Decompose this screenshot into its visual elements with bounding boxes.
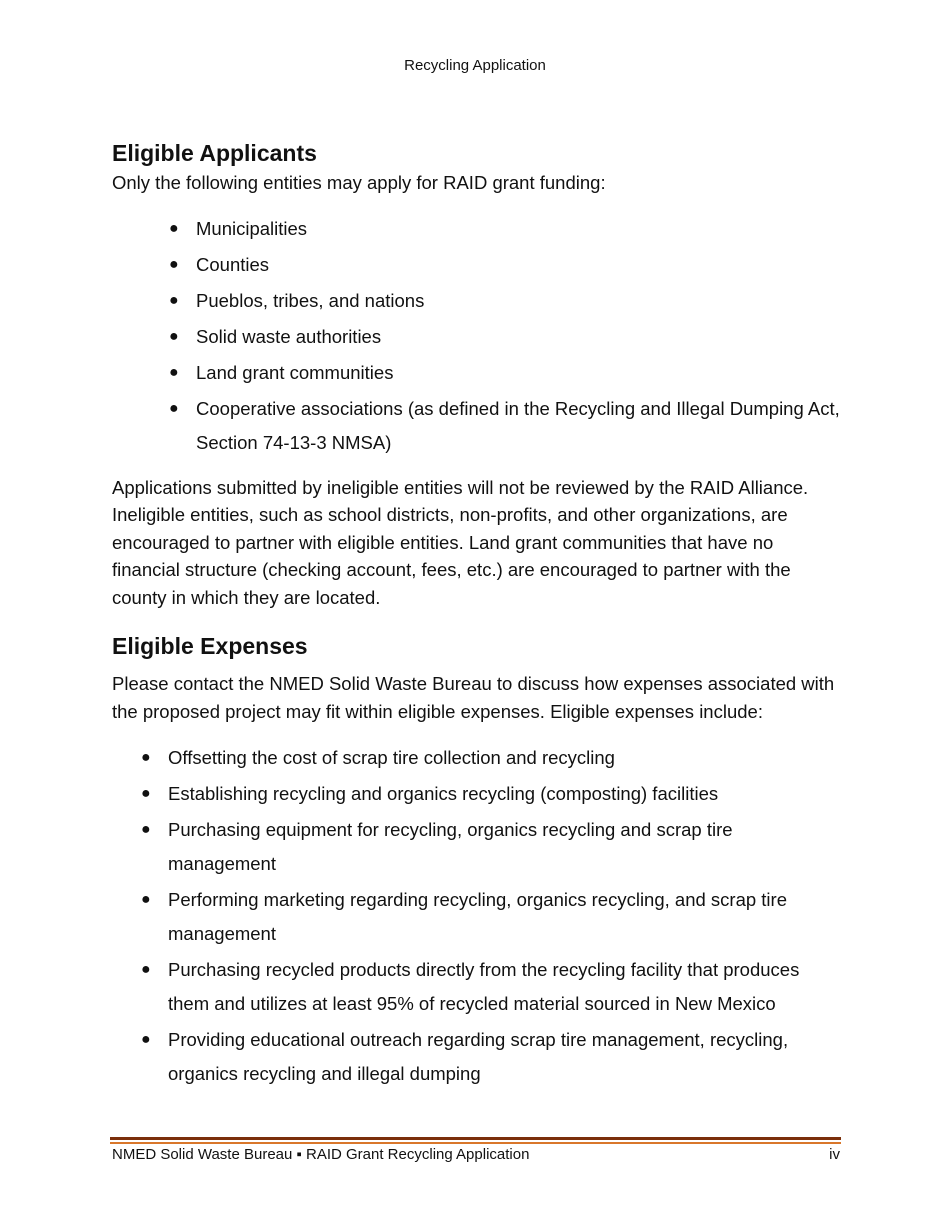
list-item (112, 953, 840, 1021)
list-item-text: Performing marketing regarding recycling, organics recycling, and scrap tire management (168, 889, 787, 944)
bullet-icon: ● (169, 363, 179, 381)
list-item (112, 212, 840, 246)
bullet-icon: ● (169, 399, 179, 417)
list-item-text: Offsetting the cost of scrap tire collection and recycling (168, 747, 615, 768)
list-item (112, 777, 840, 811)
footer-rule-accent (110, 1142, 841, 1144)
list-item-text: Solid waste authorities (196, 325, 382, 347)
bullet-icon: ● (141, 891, 151, 908)
footer-text: NMED Solid Waste Bureau ▪ RAID Grant Recycling Application (112, 1146, 530, 1163)
list-item (112, 320, 840, 354)
list-item (112, 741, 840, 775)
list-item (112, 248, 840, 282)
list-item (112, 883, 840, 951)
list-item (112, 392, 840, 460)
list-item (112, 284, 840, 318)
bullet-icon: ● (141, 785, 151, 802)
bullet-icon: ● (141, 821, 151, 838)
eligible-expenses-heading: Eligible Expenses (112, 633, 308, 659)
list-item-text: Land grant communities (196, 361, 394, 383)
bullet-icon: ● (141, 961, 151, 978)
list-item-text: Purchasing equipment for recycling, organics recycling and scrap tire management (168, 819, 733, 874)
list-item (112, 1023, 840, 1091)
bullet-icon: ● (169, 327, 179, 345)
list-item (112, 356, 840, 390)
list-item-text: Establishing recycling and organics recycling (composting) facilities (168, 783, 719, 804)
list-item-text: Purchasing recycled products directly from the recycling facility that produces them and utilizes at least 95% of recycled material sourced in New Mexico (168, 959, 800, 1014)
list-item-text: Providing educational outreach regarding scrap tire management, recycling, organics recycling and illegal dumping (168, 1029, 789, 1084)
bullet-icon: ● (141, 749, 151, 766)
list-item-text: Pueblos, tribes, and nations (196, 289, 425, 311)
eligible-applicants-intro: Only the following entities may apply for RAID grant funding: (112, 172, 606, 193)
list-item-text: Cooperative associations (as defined in the Recycling and Illegal Dumping Act, Section 74-13-3 NMSA) (196, 397, 840, 453)
bullet-icon: ● (169, 255, 179, 273)
list-item-text: Municipalities (196, 217, 308, 239)
running-header: Recycling Application (404, 57, 546, 74)
bullet-icon: ● (169, 219, 179, 237)
eligible-expenses-intro: Please contact the NMED Solid Waste Bureau to discuss how expenses associated with the proposed project may fit within eligible expenses. Eligible expenses include: (112, 673, 835, 722)
eligible-applicants-body: Applications submitted by ineligible entities will not be reviewed by the RAID Alliance. Ineligible entities, such as school districts, non-profits, and other organizations, are encouraged to partner with eligible entities. Land grant communities that have no financial structure (checking account, fees, etc.) are encouraged to partner with the county in which they are located. (112, 476, 809, 608)
eligible-applicants-list (112, 212, 840, 460)
footer-rule-dark (110, 1137, 841, 1140)
page-number: iv (829, 1146, 840, 1163)
bullet-icon: ● (141, 1031, 151, 1048)
eligible-applicants-heading: Eligible Applicants (112, 140, 317, 166)
list-item-text: Counties (196, 253, 270, 275)
page-content (112, 138, 840, 1093)
eligible-expenses-list (112, 741, 840, 1091)
list-item (112, 813, 840, 881)
bullet-icon: ● (169, 291, 179, 309)
